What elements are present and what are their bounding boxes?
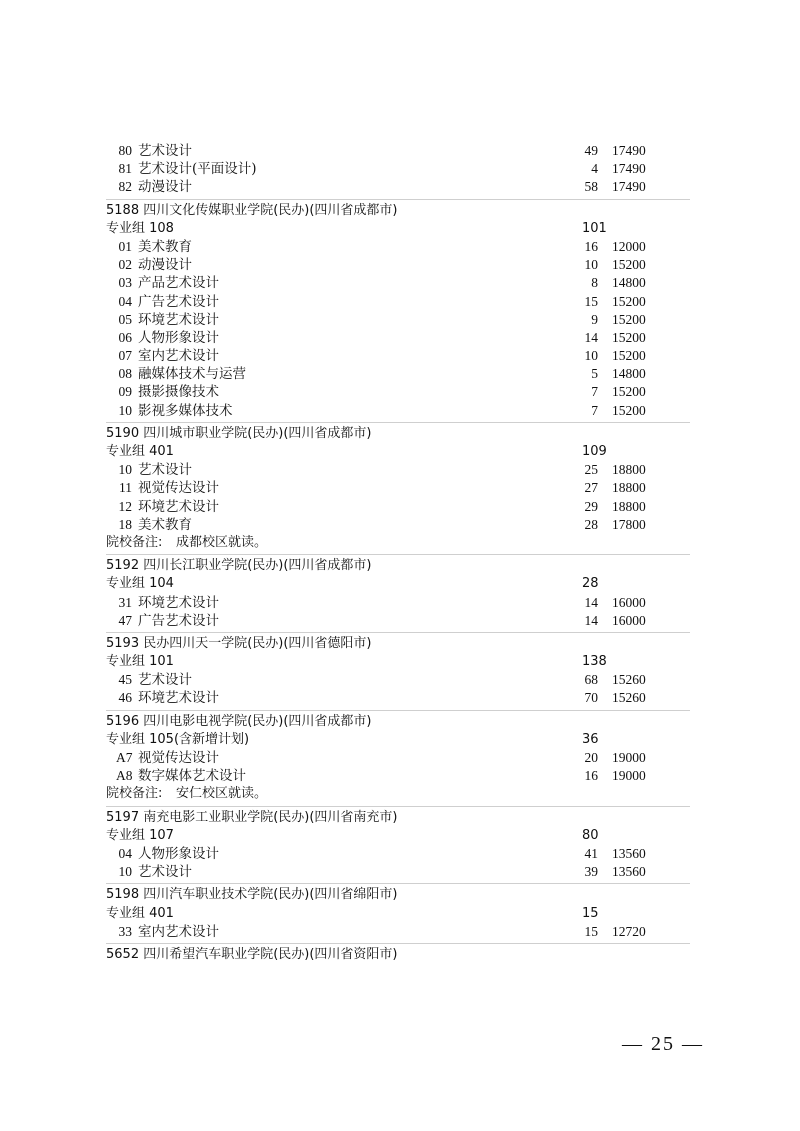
school-title: 5188 四川文化传媒职业学院(民办)(四川省成都市) [106,202,398,218]
school-note [0,534,800,552]
group-label: 专业组 101 [106,654,174,670]
major-code: 11 [119,480,132,496]
group-total: 15 [582,905,599,921]
major-name: 广告艺术设计 [138,612,219,629]
plan-count: 58 [584,179,598,195]
tuition-fee: 15200 [612,257,646,273]
major-row [0,671,800,689]
major-row [0,347,800,365]
major-code: 06 [118,329,132,345]
group-total: 109 [582,444,607,459]
admission-plan-list [0,142,800,964]
major-row [0,142,800,160]
major-code: 31 [118,594,132,610]
plan-count: 68 [584,672,598,688]
major-row [0,498,800,516]
major-code: A8 [116,768,133,784]
tuition-fee: 15200 [612,384,646,400]
tuition-fee: 17490 [612,179,646,195]
tuition-fee: 15200 [612,402,646,418]
major-name: 数字媒体艺术设计 [138,768,246,785]
major-name: 摄影摄像技术 [138,384,219,401]
plan-count: 10 [584,257,598,273]
group-label: 专业组 401 [106,905,174,921]
group-total: 101 [582,220,607,236]
school-divider [106,422,690,423]
plan-count: 7 [591,402,598,418]
plan-count: 70 [584,690,598,706]
major-name: 动漫设计 [138,179,192,196]
tuition-fee: 15200 [612,293,646,309]
major-row [0,923,800,941]
major-code: 47 [118,612,132,628]
major-group-row [0,731,800,749]
major-name: 视觉传达设计 [138,750,219,766]
major-code: 10 [118,462,132,478]
major-name: 广告艺术设计 [138,293,219,310]
major-row [0,293,800,311]
major-row [0,402,800,420]
major-group-row [0,653,800,671]
major-code: 82 [118,179,132,195]
plan-count: 14 [584,612,598,628]
tuition-fee: 19000 [612,768,646,784]
major-row [0,612,800,630]
tuition-fee: 16000 [612,594,646,610]
tuition-fee: 12720 [612,923,646,939]
major-group-row [0,443,800,461]
tuition-fee: 18800 [612,498,646,514]
major-code: 10 [118,864,132,880]
plan-count: 4 [591,161,598,177]
major-code: 04 [118,845,132,861]
group-label: 专业组 107 [106,827,174,843]
major-name: 环境艺术设计 [138,690,219,707]
tuition-fee: 15260 [612,690,646,706]
school-divider [106,554,690,555]
major-name: 艺术设计 [138,462,192,479]
major-code: A7 [116,750,133,765]
major-code: 08 [118,366,132,382]
major-code: 33 [118,923,132,939]
group-label: 专业组 108 [106,220,174,236]
plan-count: 49 [584,143,598,158]
plan-count: 9 [591,311,598,327]
major-name: 人物形象设计 [138,845,219,862]
major-name: 艺术设计 [138,672,192,689]
major-group-row [0,575,800,593]
major-name: 美术教育 [138,516,192,533]
tuition-fee: 13560 [612,845,646,861]
tuition-fee: 15200 [612,348,646,364]
major-code: 18 [118,516,132,532]
tuition-fee: 14800 [612,366,646,382]
major-row [0,479,800,497]
major-name: 艺术设计(平面设计) [138,161,257,178]
plan-count: 20 [584,750,598,765]
major-row [0,461,800,479]
group-total: 80 [582,827,599,843]
note-text: 成都校区就读。 [176,534,268,550]
major-group-row [0,827,800,845]
group-total: 28 [582,576,599,592]
major-code: 45 [118,672,132,688]
major-name: 室内艺术设计 [138,923,219,940]
major-row [0,689,800,707]
school-note [0,785,800,803]
group-label: 专业组 104 [106,576,174,592]
group-label: 专业组 401 [106,444,174,459]
plan-count: 16 [584,768,598,784]
school-divider [106,806,690,807]
school-header [0,809,800,827]
major-row [0,311,800,329]
group-total: 138 [582,654,607,670]
tuition-fee: 14800 [612,275,646,291]
tuition-fee: 19000 [612,750,646,765]
major-row [0,845,800,863]
tuition-fee: 15200 [612,329,646,345]
major-row [0,160,800,178]
major-code: 09 [118,384,132,400]
school-title: 5198 四川汽车职业技术学院(民办)(四川省绵阳市) [106,887,398,903]
major-name: 美术教育 [138,238,192,255]
plan-count: 27 [584,480,598,496]
major-group-row [0,220,800,238]
plan-count: 16 [584,238,598,254]
group-label: 专业组 105(含新增计划) [106,731,250,747]
major-code: 04 [118,293,132,309]
major-name: 室内艺术设计 [138,348,219,365]
tuition-fee: 15260 [612,672,646,688]
school-divider [106,943,690,944]
major-code: 05 [118,311,132,327]
note-text: 安仁校区就读。 [176,786,268,802]
major-code: 01 [118,238,132,254]
school-divider [106,632,690,633]
school-header [0,635,800,653]
group-total: 36 [582,731,599,747]
plan-count: 15 [584,293,598,309]
plan-count: 7 [591,384,598,400]
tuition-fee: 16000 [612,612,646,628]
major-name: 产品艺术设计 [138,275,219,292]
major-row [0,767,800,785]
note-label: 院校备注: [106,534,163,550]
major-name: 人物形象设计 [138,329,219,346]
major-name: 环境艺术设计 [138,498,219,515]
school-header [0,946,800,964]
tuition-fee: 18800 [612,462,646,478]
major-name: 环境艺术设计 [138,311,219,328]
major-name: 影视多媒体技术 [138,402,233,419]
school-header [0,425,800,443]
major-code: 07 [118,348,132,364]
school-title: 5193 民办四川天一学院(民办)(四川省德阳市) [106,635,372,651]
major-row [0,238,800,256]
plan-count: 25 [584,462,598,478]
plan-count: 15 [584,923,598,939]
plan-count: 39 [584,864,598,880]
school-header [0,713,800,731]
major-row [0,383,800,401]
major-code: 81 [118,161,132,177]
major-row [0,863,800,881]
plan-count: 29 [584,498,598,514]
school-header [0,886,800,904]
tuition-fee: 17490 [612,161,646,177]
major-code: 46 [118,690,132,706]
major-row [0,256,800,274]
school-title: 5652 四川希望汽车职业学院(民办)(四川省资阳市) [106,946,398,962]
major-code: 80 [118,143,132,158]
major-row [0,365,800,383]
major-row [0,516,800,534]
plan-count: 5 [591,366,598,382]
major-row [0,594,800,612]
major-code: 02 [118,257,132,273]
tuition-fee: 17800 [612,516,646,532]
major-name: 融媒体技术与运营 [138,366,246,383]
major-name: 动漫设计 [138,257,192,274]
school-divider [106,199,690,200]
plan-count: 14 [584,594,598,610]
major-code: 10 [118,402,132,418]
major-row [0,749,800,767]
note-label: 院校备注: [106,786,163,802]
school-title: 5192 四川长江职业学院(民办)(四川省成都市) [106,558,372,574]
school-divider [106,710,690,711]
plan-count: 41 [584,845,598,861]
major-row [0,329,800,347]
school-divider [106,883,690,884]
tuition-fee: 13560 [612,864,646,880]
plan-count: 8 [591,275,598,291]
school-header [0,202,800,220]
major-code: 12 [118,498,132,514]
major-group-row [0,905,800,923]
major-name: 艺术设计 [138,143,192,159]
tuition-fee: 18800 [612,480,646,496]
major-name: 环境艺术设计 [138,594,219,611]
school-header [0,557,800,575]
major-name: 艺术设计 [138,864,192,881]
plan-count: 14 [584,329,598,345]
school-title: 5197 南充电影工业职业学院(民办)(四川省南充市) [106,809,398,825]
major-row [0,178,800,196]
major-row [0,274,800,292]
page-number: — 25 — [622,1033,704,1055]
plan-count: 28 [584,516,598,532]
major-code: 03 [118,275,132,291]
school-title: 5190 四川城市职业学院(民办)(四川省成都市) [106,425,372,441]
tuition-fee: 15200 [612,311,646,327]
major-name: 视觉传达设计 [138,480,219,497]
school-title: 5196 四川电影电视学院(民办)(四川省成都市) [106,713,372,729]
tuition-fee: 12000 [612,238,646,254]
tuition-fee: 17490 [612,143,646,158]
plan-count: 10 [584,348,598,364]
